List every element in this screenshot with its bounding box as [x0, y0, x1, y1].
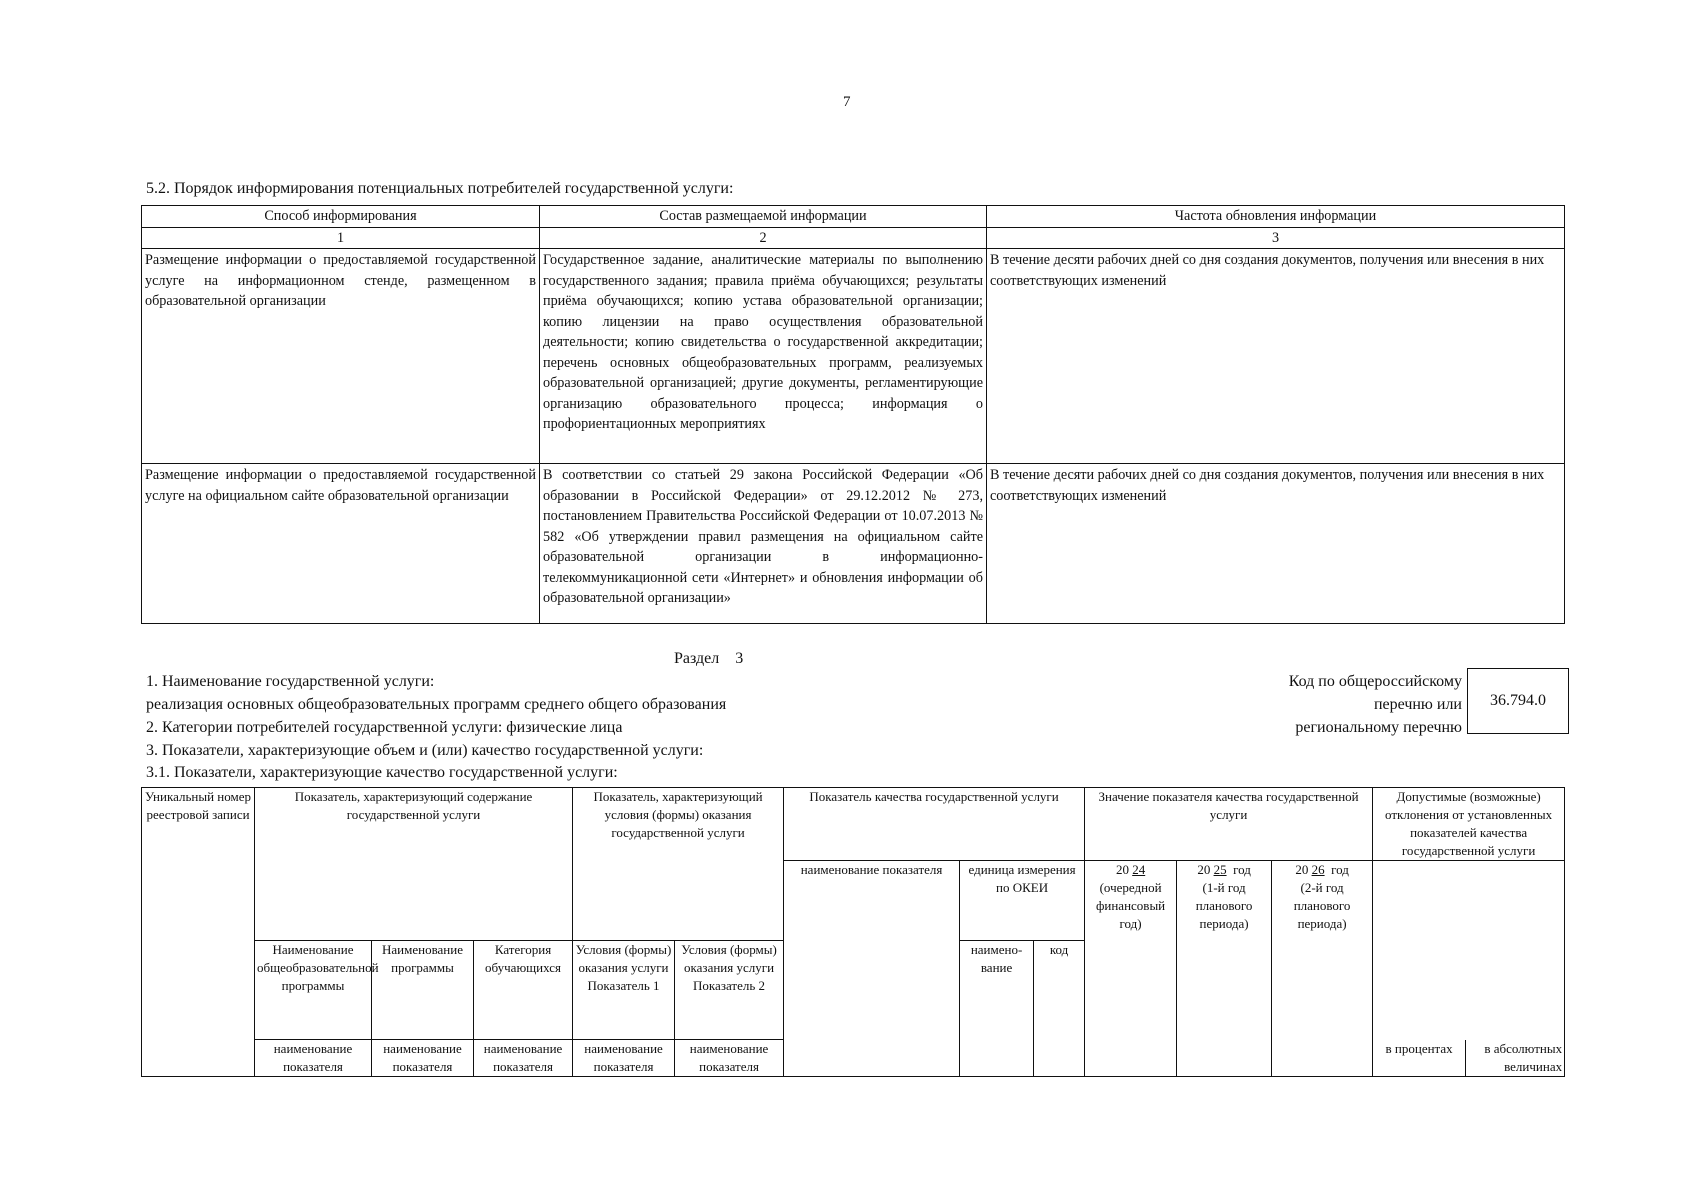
service-name: реализация основных общеобразовательных программ среднего общего образования — [146, 696, 727, 713]
year-prefix: 20 — [1197, 862, 1211, 877]
deviation-spacer — [1373, 861, 1565, 1040]
header-method: Способ информирования — [142, 206, 540, 228]
code-label-line3: региональному перечню — [1295, 719, 1462, 736]
sub-program-name: Наименование общеобразовательной программы — [255, 941, 372, 1040]
unit-code: код — [1034, 941, 1085, 1077]
bottom-indicator-name: наименование показателя — [255, 1040, 372, 1077]
section-number: 3 — [735, 650, 744, 667]
informing-content: В соответствии со статьей 29 закона Российской Федерации «Об образовании в Российской Федерации» от 29.12.2012 № 273, постановлением Правительства Российской Федерации от 10.07.2013 № 582 «Об утверждении правил размещения на официальном сайте образовательной организации в информационно-телекоммуникационной сети «Интернет» и обновления информации об образовательной организации» — [540, 464, 987, 624]
sub-condition-2: Условия (формы) оказания услуги Показатель 2 — [675, 941, 784, 1040]
registry-code: 36.794.0 — [1490, 692, 1546, 709]
year-2025 — [1177, 861, 1272, 1077]
deviation-percent: в процентах — [1373, 1040, 1466, 1077]
code-label-line2: перечню или — [1373, 696, 1462, 713]
unit-okei: единица измерения по ОКЕИ — [960, 861, 1085, 941]
sub-condition-1: Условия (формы) оказания услуги Показатель 1 — [573, 941, 675, 1040]
year-prefix: 20 — [1295, 862, 1309, 877]
header-content: Состав размещаемой информации — [540, 206, 987, 228]
indicators-heading: 3. Показатели, характеризующие объем и (или) качество государственной услуги: — [146, 742, 704, 759]
informing-method: Размещение информации о предоставляемой государственной услуге на официальном сайте образовательной организации — [142, 464, 540, 624]
table-row — [142, 249, 1565, 464]
sub-category: Категория обучающихся — [474, 941, 573, 1040]
year-description: (1-й год планового периода) — [1195, 880, 1253, 931]
indicator-name: наименование показателя — [784, 861, 960, 1077]
informing-frequency: В течение десяти рабочих дней со дня создания документов, получения или внесения в них соответствующих изменений — [987, 464, 1565, 624]
informing-table-header — [142, 206, 1565, 228]
col-quality-indicator: Показатель качества государственной услуги — [784, 788, 1085, 861]
bottom-indicator-name: наименование показателя — [372, 1040, 474, 1077]
col-content-indicator: Показатель, характеризующий содержание государственной услуги — [255, 788, 573, 941]
year-2026 — [1272, 861, 1373, 1077]
year-word: год — [1331, 862, 1349, 877]
year-2024 — [1085, 861, 1177, 1077]
quality-table — [141, 787, 1565, 1077]
service-name-label: 1. Наименование государственной услуги: — [146, 673, 435, 690]
informing-table-numbers — [142, 227, 1565, 249]
year-prefix: 20 — [1115, 862, 1129, 877]
informing-content: Государственное задание, аналитические материалы по выполнению государственного задания; правила приёма обучающихся; результаты приёма обучающихся; копию устава образовательной организации; копию лицензии на право осуществления образовательной деятельности; копию свидетельства о государственной аккредитации; перечень основных общеобразовательных программ, реализуемых образовательной организацией; другие документы, регламентирующие организацию образовательного процесса; информация о профориентационных мероприятиях — [540, 249, 987, 464]
code-label-line1: Код по общероссийскому — [1288, 673, 1462, 690]
informing-table — [141, 205, 1565, 624]
year-value: 26 — [1311, 862, 1325, 877]
section-label: Раздел — [674, 650, 720, 667]
unit-name: наимено-вание — [960, 941, 1034, 1077]
sub-program: Наименование программы — [372, 941, 474, 1040]
registry-code-box — [1467, 668, 1569, 734]
column-number: 3 — [987, 227, 1565, 249]
col-unique-number: Уникальный номер реестровой записи — [142, 788, 255, 1077]
page-number: 7 — [843, 94, 851, 110]
column-number: 2 — [540, 227, 987, 249]
deviation-absolute: в абсолютных величинах — [1466, 1040, 1565, 1077]
column-number: 1 — [142, 227, 540, 249]
quality-indicators-heading: 3.1. Показатели, характеризующие качество государственной услуги: — [146, 764, 618, 781]
bottom-indicator-name: наименование показателя — [573, 1040, 675, 1077]
year-description: (очередной финансовый год) — [1095, 880, 1166, 931]
table-row — [142, 464, 1565, 624]
year-value: 24 — [1132, 862, 1146, 877]
section-5-2-heading: 5.2. Порядок информирования потенциальных потребителей государственной услуги: — [146, 180, 734, 197]
year-word: год — [1233, 862, 1251, 877]
year-value: 25 — [1213, 862, 1227, 877]
year-description: (2-й год планового периода) — [1293, 880, 1351, 931]
col-quality-value: Значение показателя качества государственной услуги — [1085, 788, 1373, 861]
informing-frequency: В течение десяти рабочих дней со дня создания документов, получения или внесения в них соответствующих изменений — [987, 249, 1565, 464]
quality-header-row1 — [142, 788, 1565, 861]
col-allowed-deviation: Допустимые (возможные) отклонения от установленных показателей качества государственной услуги — [1373, 788, 1565, 861]
col-conditions-indicator: Показатель, характеризующий условия (формы) оказания государственной услуги — [573, 788, 784, 941]
bottom-indicator-name: наименование показателя — [474, 1040, 573, 1077]
bottom-indicator-name: наименование показателя — [675, 1040, 784, 1077]
informing-method: Размещение информации о предоставляемой государственной услуге на информационном стенде, размещенном в образовательной организации — [142, 249, 540, 464]
consumer-categories: 2. Категории потребителей государственной услуги: физические лица — [146, 719, 623, 736]
header-frequency: Частота обновления информации — [987, 206, 1565, 228]
section-title — [674, 650, 743, 668]
